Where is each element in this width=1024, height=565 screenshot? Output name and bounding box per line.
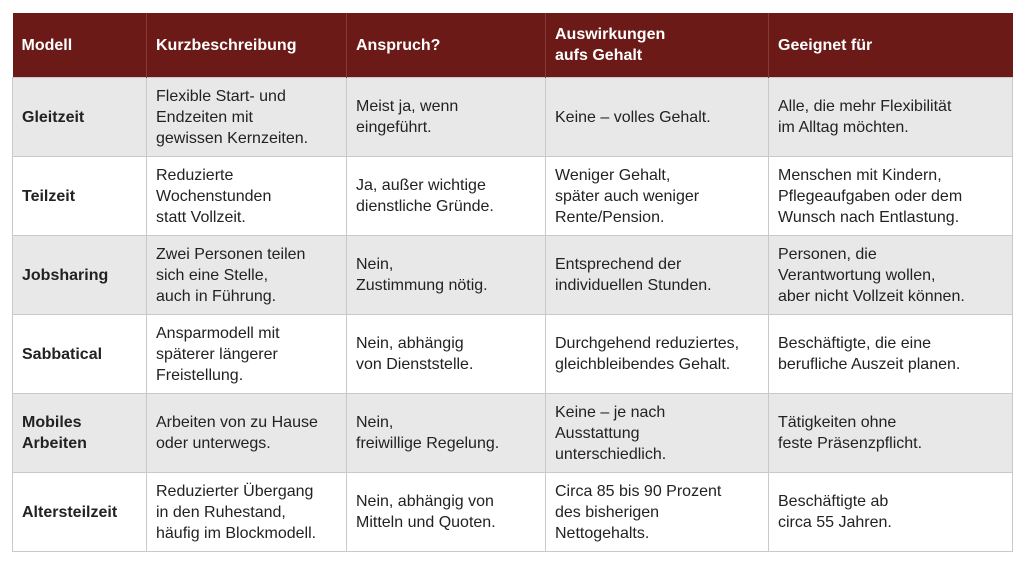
cell-geeignet-fuer: Beschäftigte ab circa 55 Jahren. (769, 473, 1013, 552)
table-row (13, 315, 1013, 394)
table-row (13, 473, 1013, 552)
header-row (13, 13, 1013, 78)
cell-modell: Sabbatical (13, 315, 147, 394)
cell-auswirkungen: Keine – volles Gehalt. (546, 78, 769, 157)
cell-auswirkungen: Durchgehend reduziertes, gleichbleibendes Gehalt. (546, 315, 769, 394)
cell-modell: Teilzeit (13, 157, 147, 236)
cell-anspruch: Nein, freiwillige Regelung. (347, 394, 546, 473)
cell-anspruch: Nein, abhängig von Dienststelle. (347, 315, 546, 394)
cell-geeignet-fuer: Menschen mit Kindern, Pflegeaufgaben oder dem Wunsch nach Entlastung. (769, 157, 1013, 236)
work-models-table (12, 13, 1013, 552)
cell-kurzbeschreibung: Reduzierter Übergang in den Ruhestand, häufig im Blockmodell. (147, 473, 347, 552)
cell-anspruch: Nein, abhängig von Mitteln und Quoten. (347, 473, 546, 552)
header-kurzbeschreibung: Kurzbeschreibung (147, 13, 347, 78)
table-row (13, 78, 1013, 157)
cell-anspruch: Nein, Zustimmung nötig. (347, 236, 546, 315)
cell-modell: Gleitzeit (13, 78, 147, 157)
cell-auswirkungen: Keine – je nach Ausstattung unterschiedlich. (546, 394, 769, 473)
cell-kurzbeschreibung: Ansparmodell mit späterer längerer Freistellung. (147, 315, 347, 394)
cell-geeignet-fuer: Personen, die Verantwortung wollen, aber nicht Vollzeit können. (769, 236, 1013, 315)
cell-kurzbeschreibung: Zwei Personen teilen sich eine Stelle, auch in Führung. (147, 236, 347, 315)
table-row (13, 236, 1013, 315)
header-anspruch: Anspruch? (347, 13, 546, 78)
cell-auswirkungen: Circa 85 bis 90 Prozent des bisherigen Nettogehalts. (546, 473, 769, 552)
cell-kurzbeschreibung: Arbeiten von zu Hause oder unterwegs. (147, 394, 347, 473)
cell-geeignet-fuer: Beschäftigte, die eine berufliche Auszeit planen. (769, 315, 1013, 394)
table-row (13, 157, 1013, 236)
cell-kurzbeschreibung: Reduzierte Wochenstunden statt Vollzeit. (147, 157, 347, 236)
header-modell: Modell (13, 13, 147, 78)
cell-anspruch: Ja, außer wichtige dienstliche Gründe. (347, 157, 546, 236)
cell-geeignet-fuer: Alle, die mehr Flexibilität im Alltag möchten. (769, 78, 1013, 157)
cell-modell: Mobiles Arbeiten (13, 394, 147, 473)
cell-kurzbeschreibung: Flexible Start- und Endzeiten mit gewissen Kernzeiten. (147, 78, 347, 157)
header-auswirkungen: Auswirkungen aufs Gehalt (546, 13, 769, 78)
cell-auswirkungen: Weniger Gehalt, später auch weniger Rente/Pension. (546, 157, 769, 236)
cell-auswirkungen: Entsprechend der individuellen Stunden. (546, 236, 769, 315)
cell-modell: Jobsharing (13, 236, 147, 315)
table-row (13, 394, 1013, 473)
header-geeignet-fuer: Geeignet für (769, 13, 1013, 78)
cell-anspruch: Meist ja, wenn eingeführt. (347, 78, 546, 157)
cell-geeignet-fuer: Tätigkeiten ohne feste Präsenzpflicht. (769, 394, 1013, 473)
cell-modell: Altersteilzeit (13, 473, 147, 552)
